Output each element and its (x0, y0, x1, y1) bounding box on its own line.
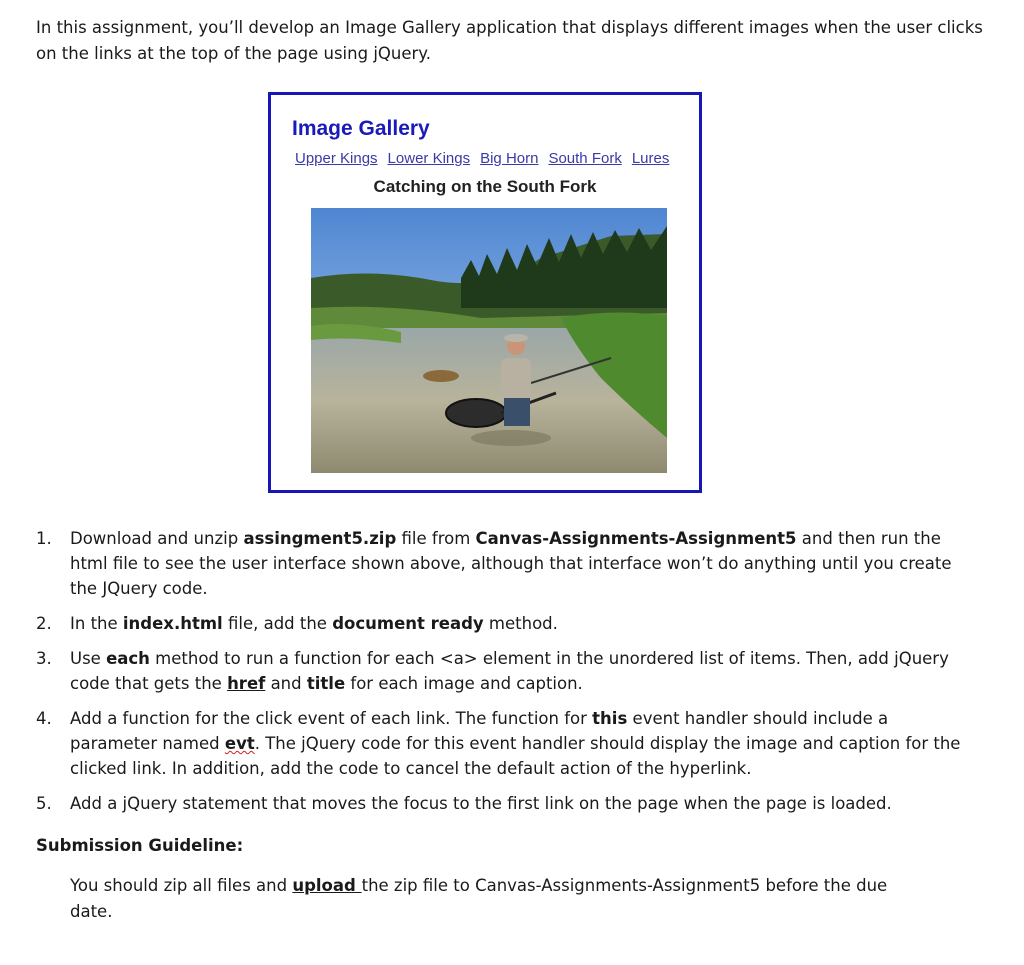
gallery-caption: Catching on the South Fork (373, 177, 597, 196)
step-number: 4. (36, 709, 52, 728)
fishing-photo (311, 208, 667, 473)
intro-paragraph: In this assignment, you’ll develop an Image Gallery application that displays different images when the user clicks on the links at the top of the page using jQuery. (36, 18, 983, 63)
list-item: 2. In the index.html file, add the document ready method. (36, 611, 966, 636)
step-number: 2. (36, 614, 52, 633)
gallery-link-south-fork[interactable]: South Fork (548, 150, 622, 167)
list-item: 5. Add a jQuery statement that moves the focus to the first link on the page when the page is loaded. (36, 791, 966, 816)
gallery-link-upper-kings[interactable]: Upper Kings (295, 150, 378, 167)
image-gallery-screenshot (268, 92, 702, 493)
step-number: 3. (36, 649, 52, 668)
list-item: 3. Use each method to run a function for each <a> element in the unordered list of items. Then, add jQuery code that gets the href and title for each image and caption. (36, 646, 966, 696)
gallery-link-list (295, 150, 669, 167)
gallery-link-big-horn[interactable]: Big Horn (480, 150, 539, 167)
gallery-title: Image Gallery (292, 117, 430, 140)
list-item: 1. Download and unzip assingment5.zip file from Canvas-Assignments-Assignment5 and then run the html file to see the user interface shown above, although that interface won’t do anything until you create the JQuery code. (36, 526, 966, 601)
gallery-link-lures[interactable]: Lures (631, 150, 670, 167)
step-number: 5. (36, 794, 52, 813)
submission-heading: Submission Guideline: (36, 836, 244, 855)
instruction-list (36, 526, 966, 826)
submission-paragraph: You should zip all files and upload the zip file to Canvas-Assignments-Assignment5 before the due date. (70, 876, 888, 921)
gallery-link-lower-kings[interactable]: Lower Kings (387, 150, 471, 167)
list-item: 4. Add a function for the click event of each link. The function for this event handler should include a parameter named evt. The jQuery code for this event handler should display the image and caption for the clicked link. In addition, add the code to cancel the default action of the hyperlink. (36, 706, 966, 781)
step-number: 1. (36, 529, 52, 548)
